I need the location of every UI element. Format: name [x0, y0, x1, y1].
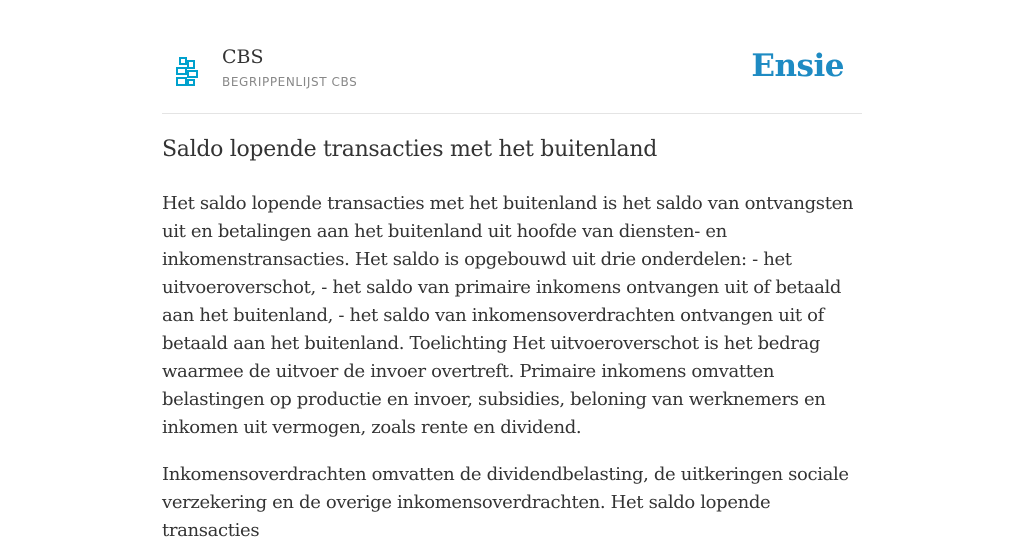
org-name[interactable]: CBS: [222, 46, 264, 68]
page-title: Saldo lopende transacties met het buitenland: [162, 137, 658, 162]
header: [162, 0, 862, 114]
article-paragraph: Het saldo lopende transacties met het buitenland is het saldo van ontvangsten uit en betalingen aan het buitenland uit hoofde van diensten- en inkomenstransacties. Het saldo is opgebouwd uit drie onderdelen: - het uitvoeroverschot, - het saldo van primaire inkomens ontvangen uit of betaald aan het buitenland, - het saldo van inkomensoverdrachten ontvangen uit of betaald aan het buitenland. Toelichting Het uitvoeroverschot is het bedrag waarmee de uitvoer de invoer overtreft. Primaire inkomens omvatten belastingen op productie en invoer, subsidies, beloning van werknemers en inkomen uit vermogen, zoals rente en dividend.: [162, 193, 854, 438]
org-subtitle[interactable]: BEGRIPPENLIJST CBS: [222, 75, 358, 89]
cbs-logo-icon[interactable]: [176, 57, 198, 87]
article-paragraph: Inkomensoverdrachten omvatten de dividendbelasting, de uitkeringen sociale verzekering en de overige inkomensoverdrachten. Het saldo lopende transacties: [162, 464, 849, 541]
ensie-logo[interactable]: Ensie: [751, 48, 844, 84]
page: [162, 0, 862, 541]
